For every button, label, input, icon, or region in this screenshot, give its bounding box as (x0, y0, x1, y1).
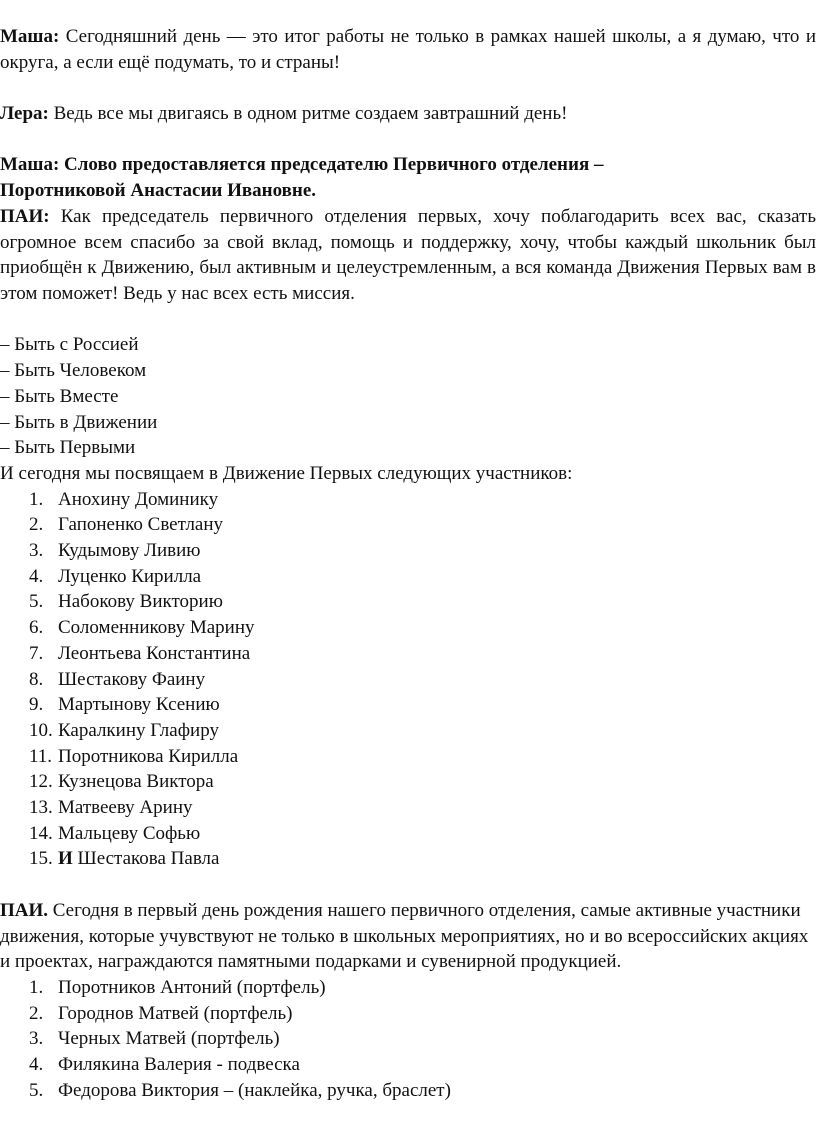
participant-name: Мальцеву Софью (58, 822, 201, 844)
list-number: 12. (29, 771, 53, 793)
list-item (0, 1001, 816, 1027)
participant-name: Гапоненко Светлану (58, 514, 224, 536)
pai-awards-paragraph (0, 898, 816, 975)
list-number: 8. (29, 668, 44, 690)
mission-item: – Быть в Движении (0, 411, 158, 433)
list-item (0, 615, 816, 641)
list-item (0, 692, 816, 718)
participant-name: Соломенникову Марину (58, 617, 255, 639)
list-item (0, 795, 816, 821)
lera-paragraph (0, 101, 816, 127)
list-item (0, 538, 816, 564)
list-number: 1. (29, 976, 44, 998)
list-number: 4. (29, 1054, 44, 1076)
list-item (0, 564, 816, 590)
list-item (0, 846, 816, 872)
participant-name: Мартынову Ксению (58, 694, 220, 716)
list-number: 3. (29, 1028, 44, 1050)
blank-line (0, 127, 816, 153)
pai-awards-text: Сегодня в первый день рождения нашего первичного отделения, самые активные участники движения, которые учувствуют не только в школьных мероприятиях, но и во всероссийских акциях и проектах, награждаются памятными подарками и сувенирной продукцией. (0, 899, 809, 973)
mission-item: – Быть Вместе (0, 385, 119, 407)
awardee-text: Поротников Антоний (портфель) (58, 976, 326, 998)
awardees-list (0, 975, 816, 1104)
participant-name: Шестакову Фаину (58, 668, 206, 690)
mission-item: – Быть с Россией (0, 334, 139, 356)
list-item (0, 1026, 816, 1052)
list-item (0, 1052, 816, 1078)
masha-intro-paragraph (0, 24, 816, 75)
list-number: 4. (29, 565, 44, 587)
awardee-text: Федорова Виктория – (наклейка, ручка, браслет) (58, 1079, 451, 1101)
masha-announcement-line2: Поротниковой Анастасии Ивановне. (0, 180, 317, 202)
document-page (0, 24, 816, 1103)
masha-intro-text: Сегодняшний день — это итог работы не только в рамках нашей школы, а я думаю, что и округа, а если ещё подумать, то и страны! (0, 26, 816, 73)
awardee-text: Черных Матвей (портфель) (58, 1028, 280, 1050)
list-item (0, 512, 816, 538)
awardee-text: Городнов Матвей (портфель) (58, 1002, 293, 1024)
list-item (0, 641, 816, 667)
speaker-pai: ПАИ: (0, 205, 50, 227)
participants-list (0, 487, 816, 873)
participant-name: Анохину Доминику (58, 488, 219, 510)
list-number: 15. (29, 848, 53, 870)
list-number: 13. (29, 797, 53, 819)
blank-line (0, 307, 816, 333)
speaker-lera: Лера: (0, 103, 49, 125)
pai-speech-paragraph (0, 204, 816, 307)
list-item (0, 487, 816, 513)
participant-name: Кудымову Ливию (58, 540, 201, 562)
mission-item: – Быть Первыми (0, 437, 136, 459)
participant-name: Шестакова Павла (72, 848, 220, 870)
list-item (0, 589, 816, 615)
list-item (0, 718, 816, 744)
mission-list (0, 332, 816, 461)
participant-name: Набокову Викторию (58, 591, 223, 613)
dedication-intro: И сегодня мы посвящаем в Движение Первых следующих участников: (0, 462, 573, 484)
list-item (0, 769, 816, 795)
blank-line (0, 872, 816, 898)
list-number: 9. (29, 694, 44, 716)
mission-item: – Быть Человеком (0, 360, 147, 382)
pai-speech-text: Как председатель первичного отделения первых, хочу поблагодарить всех вас, сказать огромное всем спасибо за свой вклад, помощь и поддержку, хочу, чтобы каждый школьник был приобщён к Движению, был активным и целеустремленным, а вся команда Движения Первых вам в этом поможет! Ведь у нас всех есть миссия. (0, 205, 816, 304)
awardee-text: Филякина Валерия - подвеска (58, 1054, 300, 1076)
list-number: 14. (29, 822, 53, 844)
list-item (0, 975, 816, 1001)
list-item (0, 821, 816, 847)
list-item (0, 1078, 816, 1104)
participant-name: Кузнецова Виктора (58, 771, 214, 793)
list-number: 6. (29, 617, 44, 639)
participant-conjunction: И (58, 848, 73, 870)
list-item (0, 667, 816, 693)
list-number: 2. (29, 514, 44, 536)
list-number: 10. (29, 719, 53, 741)
participant-name: Матвееву Арину (58, 797, 193, 819)
lera-text: Ведь все мы двигаясь в одном ритме создаем завтрашний день! (48, 103, 568, 125)
participant-name: Поротникова Кирилла (58, 745, 239, 767)
list-number: 5. (29, 591, 44, 613)
list-number: 11. (29, 745, 53, 767)
participant-name: Леонтьева Константина (58, 642, 251, 664)
list-number: 7. (29, 642, 44, 664)
list-item (0, 744, 816, 770)
participant-name: Каралкину Глафиру (58, 719, 219, 741)
speaker-masha: Маша: (0, 26, 60, 47)
list-number: 3. (29, 540, 44, 562)
participant-name: Луценко Кирилла (58, 565, 202, 587)
list-number: 5. (29, 1079, 44, 1101)
list-number: 2. (29, 1002, 44, 1024)
blank-line (0, 75, 816, 101)
speaker-pai-2: ПАИ. (0, 899, 49, 921)
masha-announcement-line1: Маша: Слово предоставляется председателю Первичного отделения – (0, 154, 604, 176)
list-number: 1. (29, 488, 44, 510)
